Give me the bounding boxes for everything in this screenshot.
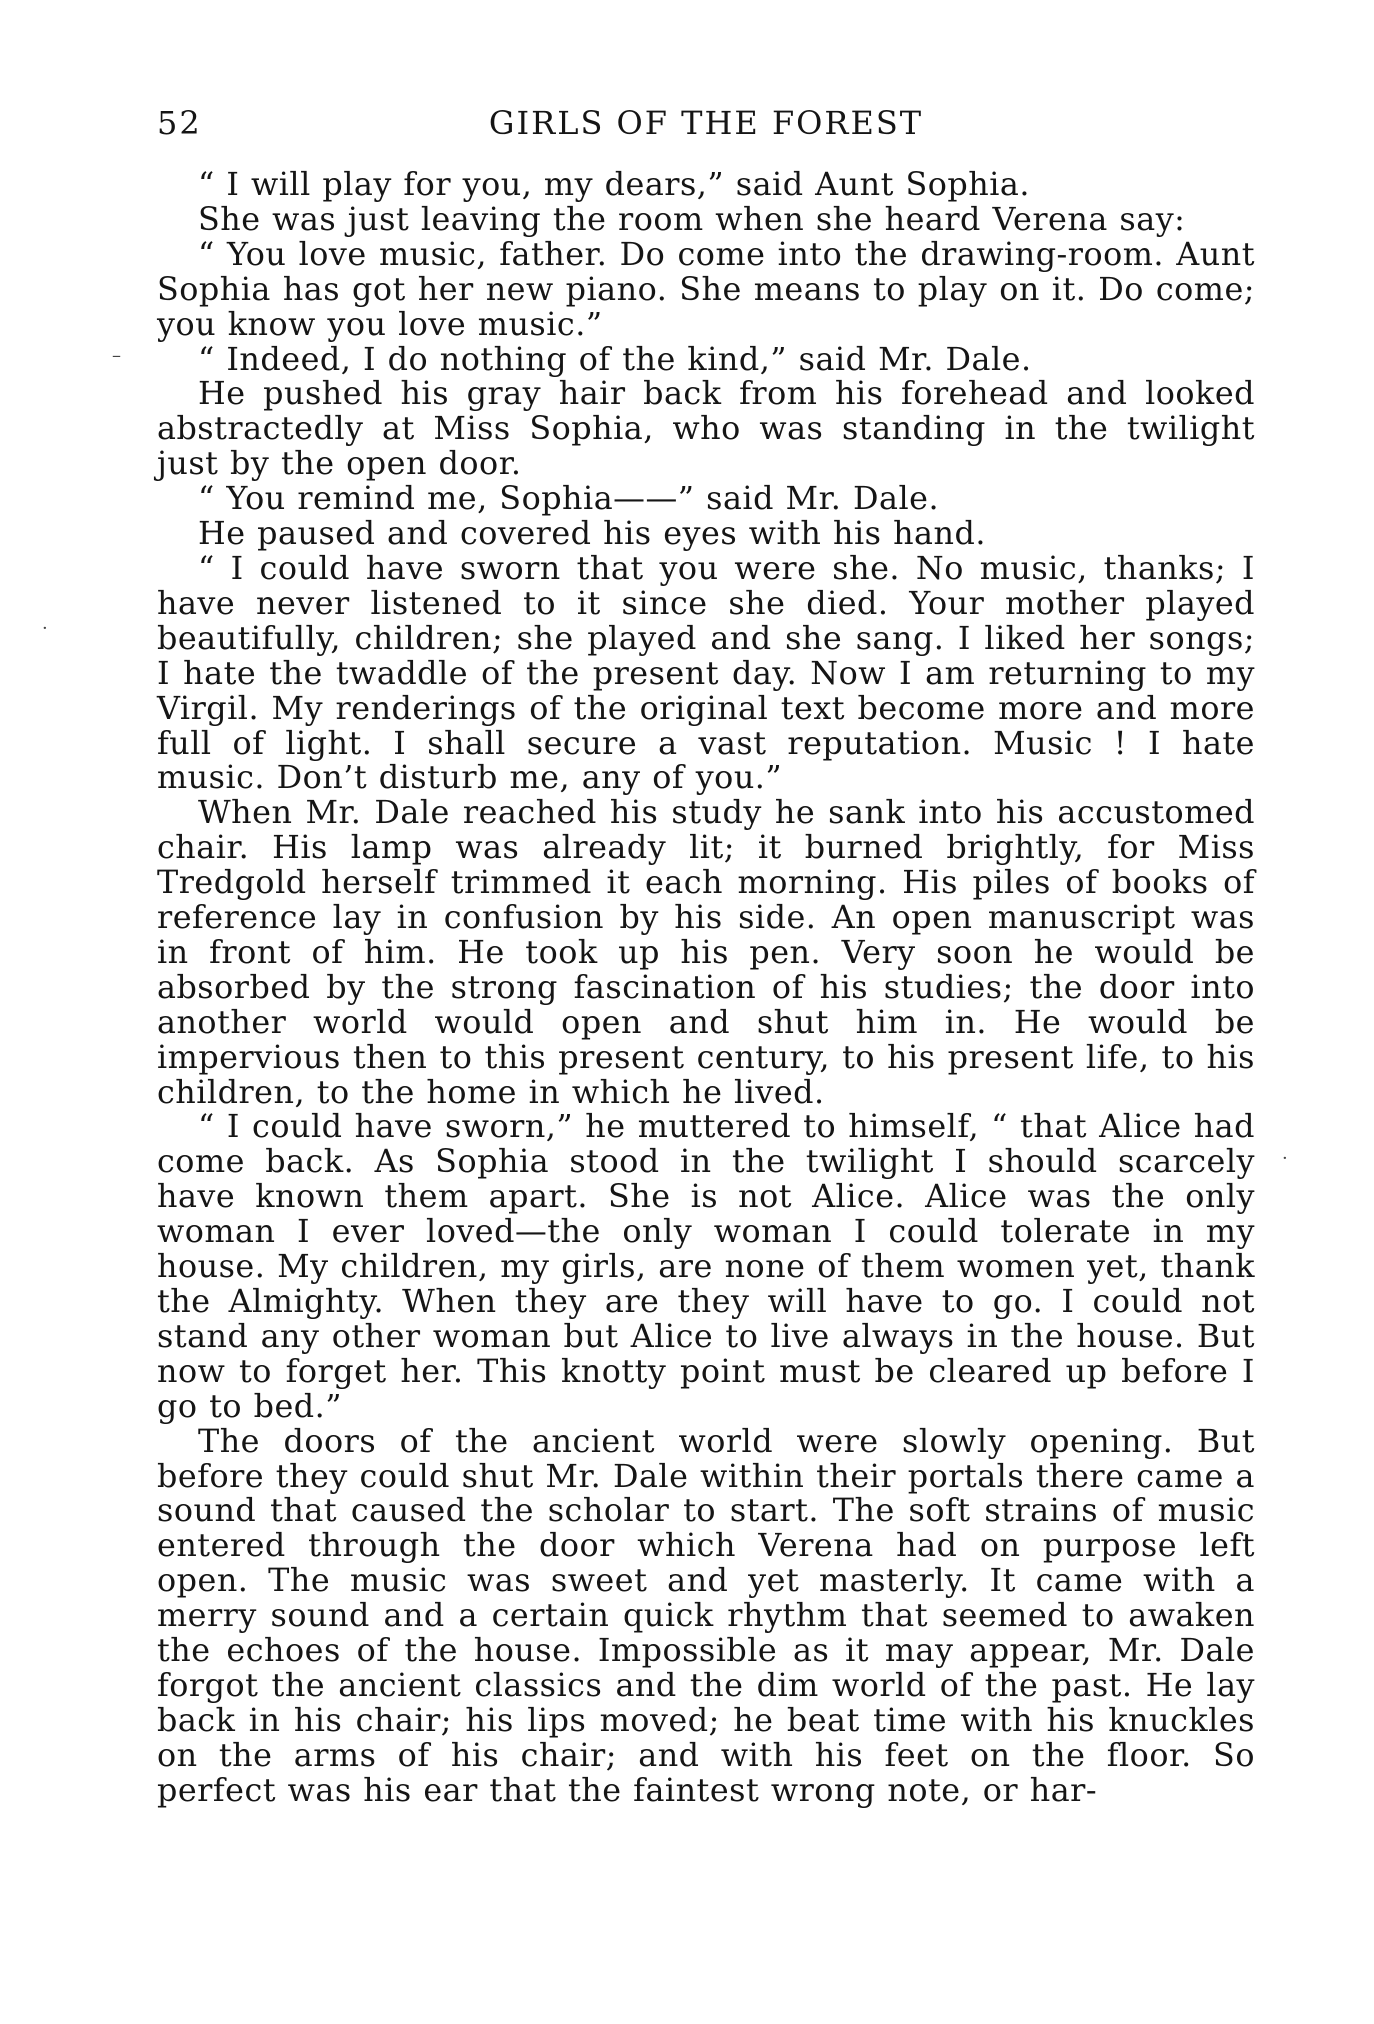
paragraph-3: “ You love music, father. Do come into the drawing-room. Aunt Sophia has got her new piano. She means to play on it. Do come; you know you love music.” xyxy=(157,235,1255,343)
paragraph-1: “ I will play for you, my dears,” said Aunt Sophia. xyxy=(198,166,1030,203)
paragraph-6: “ You remind me, Sophia——” said Mr. Dale. xyxy=(198,480,940,518)
paragraph-8: “ I could have sworn that you were she. No music, thanks; I have never listened to it since she died. Your mother played beautifully, children; she played and she sang. I liked her songs; I hate the twaddle of the present day. Now I am returning to my Virgil. My renderings of the original text become more and more full of light. I shall secure a vast reputation. Music ! I hate music. Don’t disturb me, any of you.” xyxy=(157,549,1255,797)
paragraph-2: She was just leaving the room when she heard Verena say: xyxy=(198,200,1186,238)
left-margin-dot-mark: · xyxy=(42,618,48,639)
paragraph-5: He pushed his gray hair back from his forehead and looked abstractedly at Miss Sophia, who was standing in the twilight just by the open door. xyxy=(157,375,1255,483)
paragraph-10: “ I could have sworn,” he muttered to himself, “ that Alice had come back. As Sophia stood in the twilight I should scarcely have known them apart. She is not Alice. Alice was the only woman I ever loved—the only woman I could tolerate in my house. My children, my girls, are none of them women yet, thank the Almighty. When they are they will have to go. I could not stand any other woman but Alice to live always in the house. But now to forget her. This knotty point must be cleared up before I go to bed.” xyxy=(157,1108,1255,1425)
left-margin-dash-mark: – xyxy=(112,345,121,366)
page-number: 52 xyxy=(157,104,202,142)
running-title: GIRLS OF THE FOREST xyxy=(488,104,924,142)
right-margin-dot-mark: · xyxy=(1282,1148,1288,1169)
paragraph-7: He paused and covered his eyes with his hand. xyxy=(198,515,986,553)
body-text xyxy=(157,168,1255,1809)
paragraph-9: When Mr. Dale reached his study he sank into his accustomed chair. His lamp was already lit; it burned brightly, for Miss Tredgold herself trimmed it each morning. His piles of books of reference lay in confusion by his side. An open manuscript was in front of him. He took up his pen. Very soon he would be absorbed by the strong fascination of his studies; the door into another world would open and shut him in. He would be impervious then to this present century, to his present life, to his children, to the home in which he lived. xyxy=(157,794,1255,1111)
page-header xyxy=(157,104,1255,152)
paragraph-4: “ Indeed, I do nothing of the kind,” said Mr. Dale. xyxy=(198,340,1032,378)
paragraph-11: The doors of the ancient world were slowly opening. But before they could shut Mr. Dale within their portals there came a sound that caused the scholar to start. The soft strains of music entered through the door which Verena had on purpose left open. The music was sweet and yet masterly. It came with a merry sound and a certain quick rhythm that seemed to awaken the echoes of the house. Impossible as it may appear, Mr. Dale forgot the ancient classics and the dim world of the past. He lay back in his chair; his lips moved; he beat time with his knuckles on the arms of his chair; and with his feet on the floor. So perfect was his ear that the faintest wrong note, or har- xyxy=(157,1422,1255,1809)
